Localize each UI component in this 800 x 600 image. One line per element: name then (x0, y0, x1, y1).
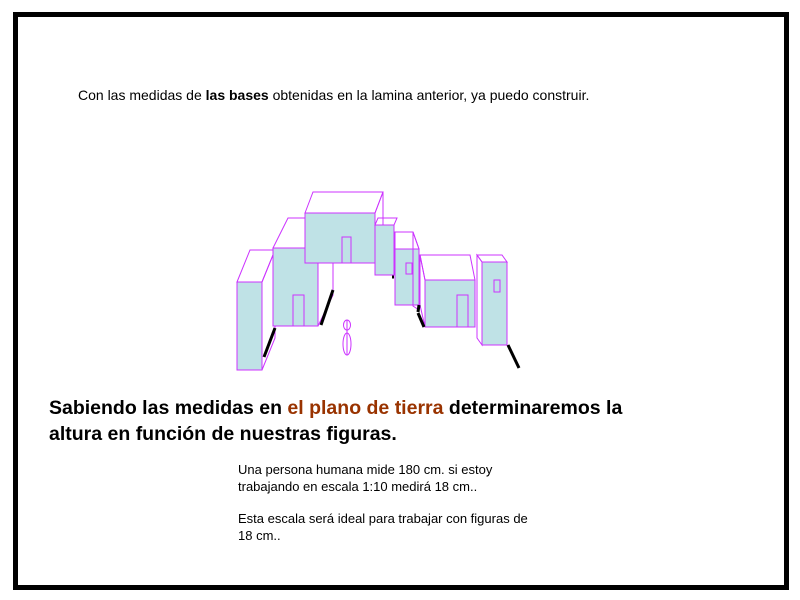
headline (49, 395, 769, 447)
building-g-front (482, 262, 507, 345)
intro-text (78, 87, 589, 103)
building-a-front (237, 282, 262, 370)
headline-line1-after: determinaremos la (443, 397, 623, 419)
building-c-front (305, 213, 375, 263)
shadow-b (321, 290, 333, 325)
shadow-e (418, 305, 419, 312)
note-line: Esta escala será ideal para trabajar con figuras de (238, 511, 528, 526)
note-line: Una persona humana mide 180 cm. si estoy (238, 462, 493, 477)
note-line: trabajando en escala 1:10 medirá 18 cm.. (238, 479, 478, 494)
intro-bold: las bases (205, 87, 269, 103)
building-d-top (375, 218, 397, 225)
note-scale-figures (238, 510, 598, 544)
building-c-top (305, 192, 383, 213)
intro-before: Con las medidas de (78, 87, 206, 103)
buildings-illustration (225, 185, 535, 375)
intro-after: obtenidas en la lamina anterior, ya puedo construir. (268, 87, 590, 103)
building-a-top (237, 250, 275, 282)
note-line: 18 cm.. (238, 528, 281, 543)
headline-highlight: el plano de tierra (287, 397, 444, 419)
building-d-front (375, 225, 394, 275)
note-scale-person (238, 461, 598, 495)
building-e-front (395, 249, 419, 305)
headline-line2: altura en función de nuestras figuras. (49, 423, 397, 445)
building-g-side (477, 255, 482, 345)
building-e-top (395, 232, 419, 249)
headline-before: Sabiendo las medidas en (49, 397, 288, 419)
shadow-g (508, 345, 519, 368)
building-f-top (420, 255, 475, 280)
